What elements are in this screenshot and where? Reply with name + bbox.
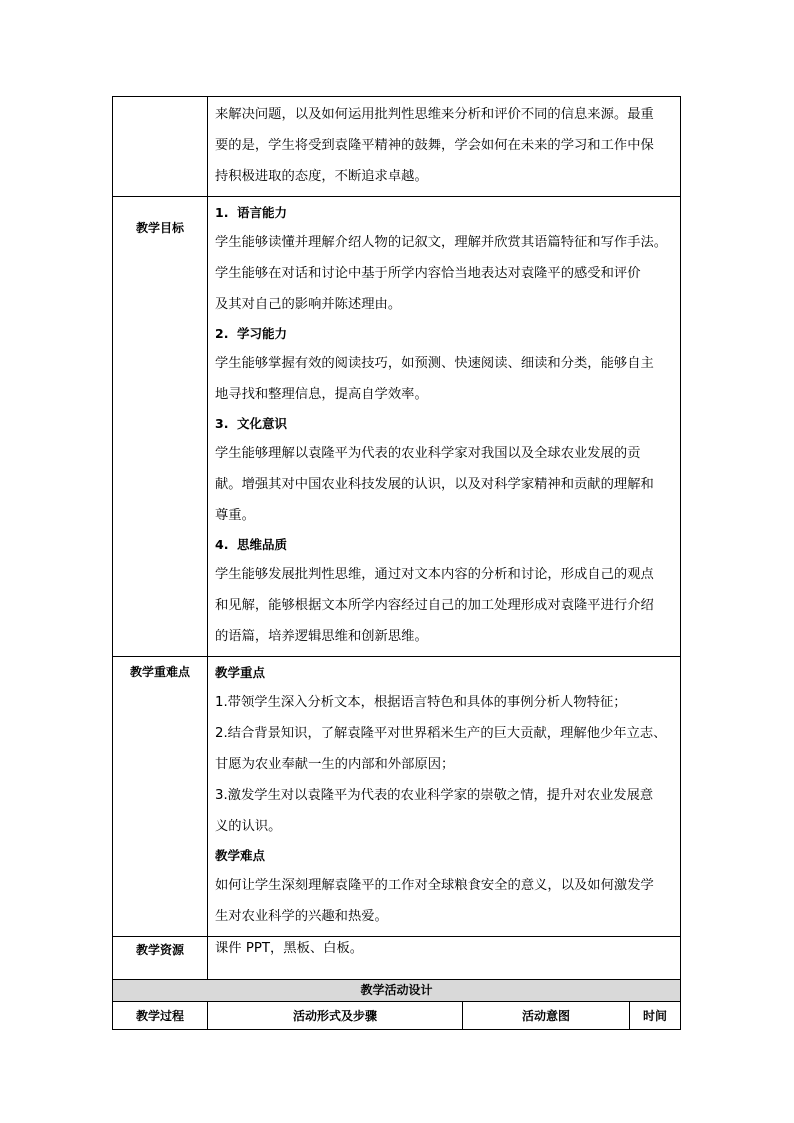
difficulty-title: 教学难点: [215, 848, 266, 863]
resources-content: [208, 937, 681, 980]
text-line: 和见解，能够根据文本所学内容经过自己的加工处理形成对袁隆平进行介绍: [215, 598, 654, 613]
text-line: 如何让学生深刻理解袁隆平的工作对全球粮食安全的意义，以及如何激发学: [215, 878, 654, 893]
text-line: 地寻找和整理信息，提高自学效率。: [215, 387, 428, 402]
text-line: 2.结合背景知识，了解袁隆平对世界稻米生产的巨大贡献，理解他少年立志、: [215, 726, 667, 741]
key-points-row: [113, 657, 681, 937]
objectives-label: 教学目标: [113, 197, 208, 657]
objective-heading-language: 1. 语言能力: [215, 205, 288, 220]
text-line: 要的是，学生将受到袁隆平精神的鼓舞，学会如何在未来的学习和工作中保: [215, 138, 654, 153]
text-line: 学生能够读懂并理解介绍人物的记叙文，理解并欣赏其语篇特征和写作手法。: [215, 235, 668, 250]
objectives-row: [113, 197, 681, 657]
text-line: 1.带领学生深入分析文本，根据语言特色和具体的事例分析人物特征；: [215, 695, 627, 710]
text-line: 学生能够发展批判性思维，通过对文本内容的分析和讨论，形成自己的观点: [215, 567, 654, 582]
text-line: 学生能够掌握有效的阅读技巧，如预测、快速阅读、细读和分类，能够自主: [215, 356, 654, 371]
column-header-process: 教学过程: [113, 1002, 208, 1030]
text-line: 学生能够在对话和讨论中基于所学内容恰当地表达对袁隆平的感受和评价: [215, 266, 641, 281]
text-line: 及其对自己的影响并陈述理由。: [215, 297, 402, 312]
key-points-label: 教学重难点: [113, 657, 208, 937]
objective-heading-thinking: 4. 思维品质: [215, 537, 288, 552]
text-line: 献。增强其对中国农业科技发展的认识，以及对科学家精神和贡献的理解和: [215, 477, 654, 492]
text-line: 生对农业科学的兴趣和热爱。: [215, 909, 388, 924]
objective-heading-culture: 3. 文化意识: [215, 416, 288, 431]
continuation-label-cell: [113, 97, 208, 197]
text-line: 尊重。: [215, 508, 255, 523]
resources-text: 课件 PPT，黑板、白板。: [215, 941, 364, 956]
lesson-plan-table: [112, 96, 681, 1030]
activity-design-title: 教学活动设计: [113, 980, 681, 1002]
text-line: 持积极进取的态度，不断追求卓越。: [215, 169, 428, 184]
column-header-time: 时间: [630, 1002, 681, 1030]
text-line: 3.激发学生对以袁隆平为代表的农业科学家的崇敬之情，提升对农业发展意: [215, 788, 654, 803]
text-line: 学生能够理解以袁隆平为代表的农业科学家对我国以及全球农业发展的贡: [215, 446, 641, 461]
continuation-row: [113, 97, 681, 197]
text-line: 的语篇，培养逻辑思维和创新思维。: [215, 629, 428, 644]
column-header-purpose: 活动意图: [463, 1002, 630, 1030]
key-points-title: 教学重点: [215, 665, 266, 680]
objectives-content: [208, 197, 681, 657]
continuation-content: [208, 97, 681, 197]
resources-row: [113, 937, 681, 980]
column-header-steps: 活动形式及步骤: [208, 1002, 463, 1030]
activity-header-row: [113, 1002, 681, 1030]
objective-heading-learning: 2. 学习能力: [215, 326, 288, 341]
activity-design-band-row: [113, 980, 681, 1002]
resources-label: 教学资源: [113, 937, 208, 980]
text-line: 来解决问题，以及如何运用批判性思维来分析和评价不同的信息来源。最重: [215, 107, 654, 122]
text-line: 义的认识。: [215, 819, 282, 834]
key-points-content: [208, 657, 681, 937]
text-line: 甘愿为农业奉献一生的内部和外部原因；: [215, 757, 455, 772]
